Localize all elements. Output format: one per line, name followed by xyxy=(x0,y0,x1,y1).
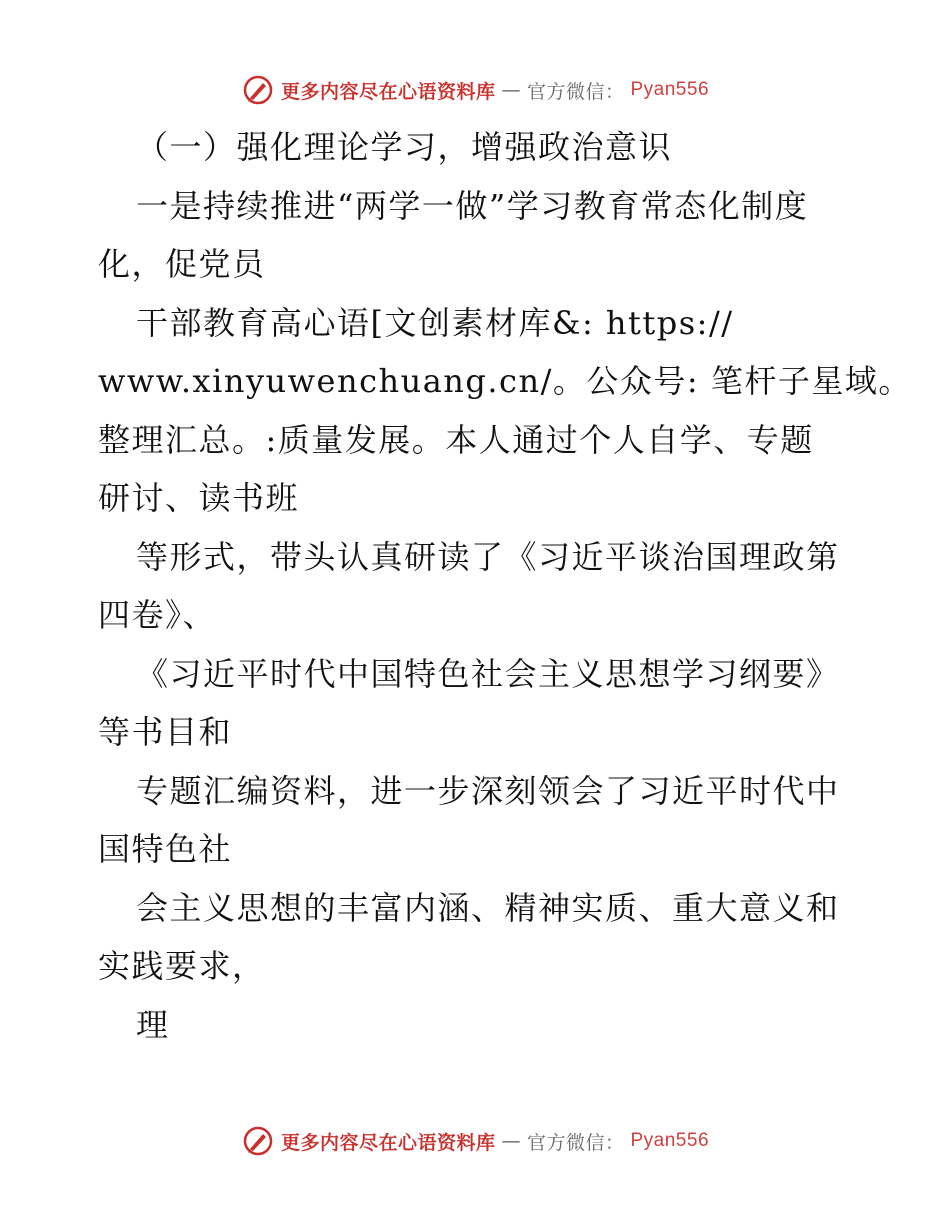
wechat-label: 官方微信： xyxy=(526,80,625,103)
pen-circle-logo-icon xyxy=(241,1124,275,1158)
paragraph-line: 等书目和 xyxy=(98,713,233,751)
wechat-label: 官方微信： xyxy=(526,1131,625,1154)
paragraph-line: 《习近平时代中国特色社会主义思想学习纲要》 xyxy=(136,654,840,693)
document-body xyxy=(98,118,912,1054)
paragraph-line: 专题汇编资料，进一步深刻领会了习近平时代中 xyxy=(136,771,840,810)
paragraph-line: 实践要求， xyxy=(98,947,266,985)
paragraph-line: 一是持续推进“两学一做”学习教育常态化制度 xyxy=(136,186,809,225)
footer-watermark xyxy=(0,1121,950,1161)
paragraph-line: 四卷》、 xyxy=(98,596,217,634)
watermark-text: 更多内容尽在心语资料库 xyxy=(280,1131,496,1154)
wechat-id: Pyan556 xyxy=(630,1130,710,1151)
paragraph-line: 理 xyxy=(136,1005,170,1044)
paragraph-line: 等形式，带头认真研读了《习近平谈治国理政第 xyxy=(136,537,840,576)
pen-circle-logo-icon xyxy=(241,73,275,107)
paragraph-line: 会主义思想的丰富内涵、精神实质、重大意义和 xyxy=(136,888,840,927)
paragraph-line: 化，促党员 xyxy=(98,245,266,283)
watermark-text: 更多内容尽在心语资料库 xyxy=(280,80,496,103)
wechat-id: Pyan556 xyxy=(630,79,710,100)
paragraph-line-text: 干部教育高心语[文创素材库&: https:// xyxy=(136,303,734,342)
paragraph-line: 国特色社 xyxy=(98,830,233,868)
header-watermark xyxy=(0,70,950,110)
section-heading: （一）强化理论学习，增强政治意识 xyxy=(136,128,673,166)
watermark-separator: — xyxy=(501,79,521,101)
paragraph-line: 整理汇总。:质量发展。本人通过个人自学、专题 xyxy=(98,420,814,459)
paragraph-line: 研讨、读书班 xyxy=(98,479,300,517)
watermark-separator: — xyxy=(501,1130,521,1152)
paragraph-line: www.xinyuwenchuang.cn/。公众号: 笔杆子星域。 xyxy=(98,362,912,400)
paragraph-line xyxy=(98,294,858,353)
